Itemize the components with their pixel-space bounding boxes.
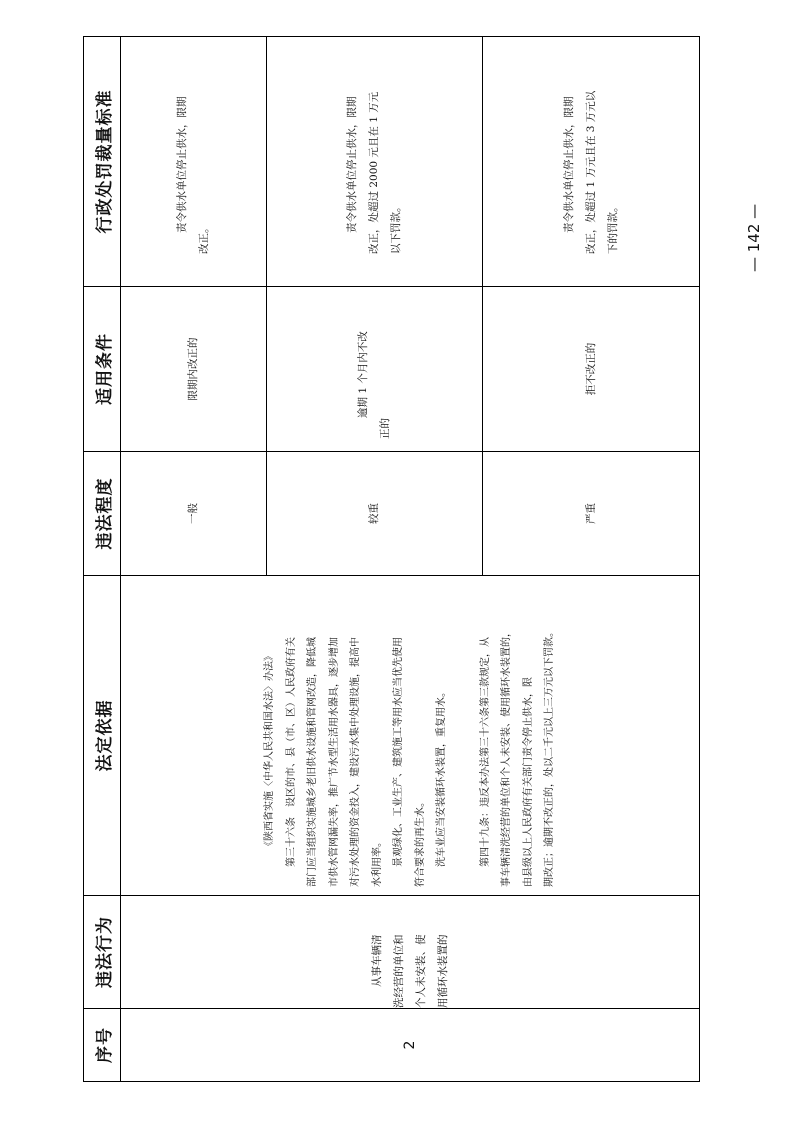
condition-line: 拒不改正的: [585, 342, 598, 396]
standard-line: 下的罚款。: [607, 201, 620, 254]
basis-line: 景观绿化、工业生产、建筑施工等用水应当优先使用: [393, 637, 405, 867]
standard-line: 改正。: [198, 222, 211, 254]
condition-line: 正的: [379, 418, 392, 439]
behavior-cell: [121, 896, 700, 1009]
header-behavior: 违法行为: [84, 896, 121, 1009]
table-row: [121, 37, 267, 1082]
behavior-line: 个人未安装、使: [415, 934, 427, 1008]
basis-line: 部门应当组织实施城乡老旧供水设施和管网改造，降低城: [307, 637, 319, 887]
degree-cell: 一般: [121, 452, 267, 576]
basis-line: 事车辆清洗经营的单位和个人未安装、使用循环水装置的，: [501, 627, 513, 887]
standard-line: 改正，处超过 2000 元且在 1 万元: [368, 91, 381, 254]
standard-cell: [121, 37, 267, 287]
header-row: [84, 37, 121, 1082]
standard-line: 责令供水单位停止供水，限期: [176, 96, 189, 233]
basis-line: 第四十九条：违反本办法第三十六条第三款规定，从: [479, 637, 491, 867]
behavior-line: 洗经营的单位和: [393, 934, 405, 1008]
seq-cell: 2: [121, 1009, 700, 1082]
header-standard: 行政处罚裁量标准: [84, 37, 121, 287]
header-seq: 序号: [84, 1009, 121, 1082]
standard-line: 责令供水单位停止供水，限期: [563, 96, 576, 233]
basis-line: 第三十六条 设区的市、县（市、区）人民政府有关: [285, 637, 297, 867]
basis-line: 洗车业应当安装循环水装置，重复用水。: [436, 687, 448, 867]
basis-cell: [121, 576, 700, 896]
basis-title: 《陕西省实施〈中华人民共和国水法〉办法》: [264, 651, 276, 851]
standard-cell: [483, 37, 700, 287]
condition-line: 逾期 1 个月内不改: [357, 331, 370, 418]
condition-cell: [121, 287, 267, 452]
degree-cell: 较重: [266, 452, 483, 576]
standard-line: 改正，处超过 1 万元且在 3 万元以: [585, 90, 598, 254]
standard-line: 以下罚款。: [390, 201, 403, 254]
basis-line: 市供水管网漏失率，推广节水型生活用水器具，逐步增加: [328, 637, 340, 887]
condition-cell: [483, 287, 700, 452]
standard-cell: [266, 37, 483, 287]
header-degree: 违法程度: [84, 452, 121, 576]
behavior-line: 用循环水装置的: [437, 934, 449, 1008]
degree-cell: 严重: [483, 452, 700, 576]
condition-cell: [266, 287, 483, 452]
penalty-table: [83, 36, 700, 1082]
condition-line: 限期内改正的: [187, 337, 200, 401]
basis-line: 期改正；逾期不改正的，处以二千元以上三万元以下罚款。: [544, 627, 556, 887]
basis-line: 对污水处理的资金投入，建设污水集中处理设施，提高中: [350, 637, 362, 887]
basis-line: 符合要求的再生水。: [414, 797, 426, 887]
basis-line: 水利用率。: [371, 837, 383, 887]
page-number: — 142 —: [745, 203, 763, 272]
basis-line: 由县级以上人民政府有关部门责令停止供水，限: [522, 677, 534, 887]
standard-line: 责令供水单位停止供水，限期: [346, 96, 359, 233]
header-condition: 适用条件: [84, 287, 121, 452]
behavior-line: 从事车辆清: [371, 934, 383, 987]
header-basis: 法定依据: [84, 576, 121, 896]
